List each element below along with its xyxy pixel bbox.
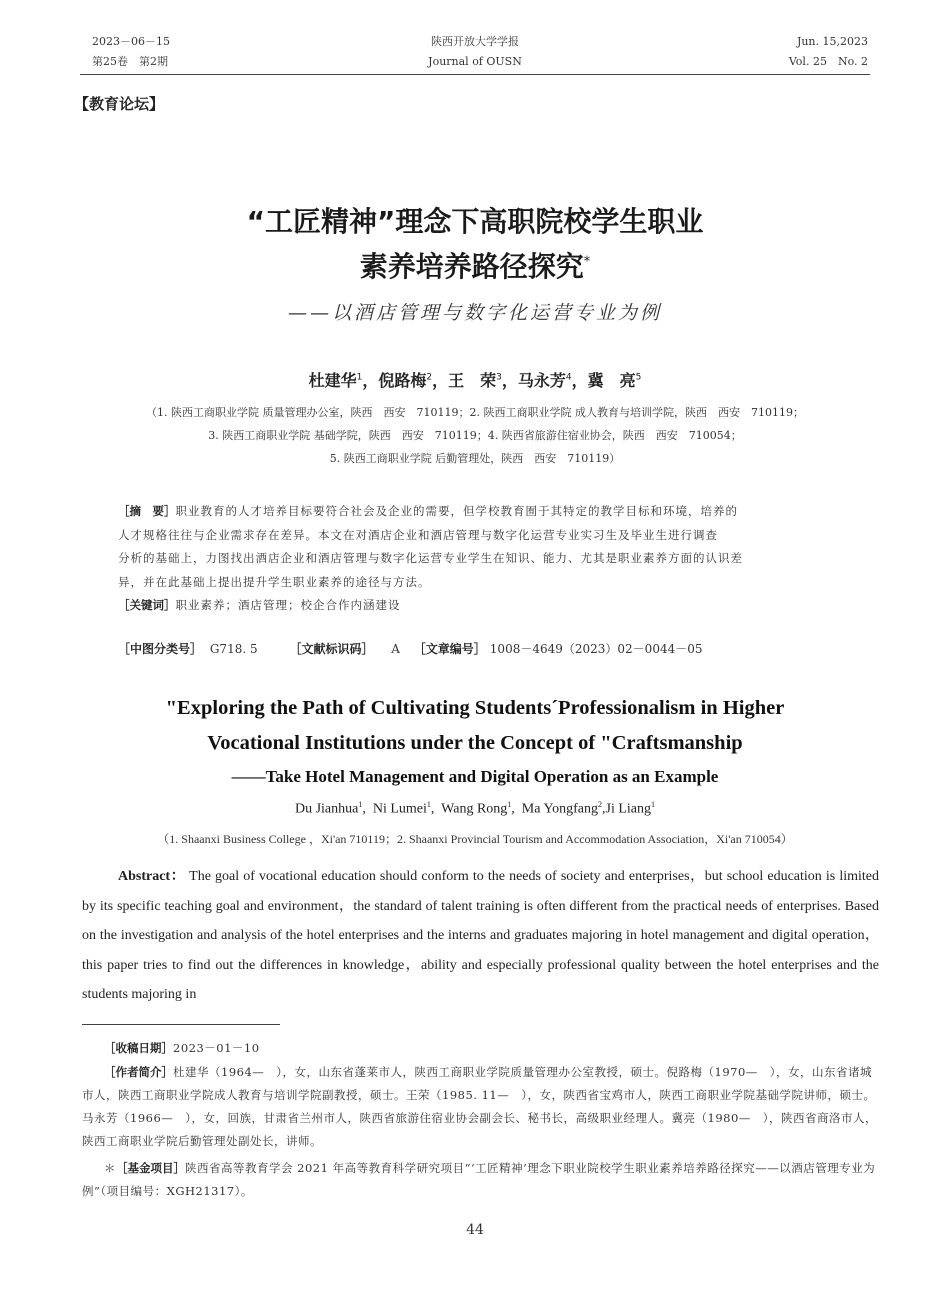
title-en-line2: Vocational Institutions under the Concept of "Craftsmanship [207,732,743,754]
article-no-value: 1008－4649（2023）02－0044－05 [489,642,703,656]
affiliation-en: （1. Shaanxi Business College ，Xi'an 710119；2. Shaanxi Provincial Tourism and Accommodation Association，Xi'an 710054） [157,832,793,846]
author-en: Ni Lumei [372,801,427,817]
bio-text: 杜建华（1964— ），女，山东省蓬莱市人，陕西工商职业学院质量管理办公室教授，硕士。倪路梅（1970— ），女，山东省诸城市人，陕西工商职业学院成人教育与培训学院副教授，硕士。王荣（1985. 11— ），女，陕西省宝鸡市人，陕西工商职业学院基础学院讲师，硕士。马永芳（1966— ），女，回族，甘肃省兰州市人，陕西省旅游住宿业协会副会长、秘书长，高级职业经理人。冀亮（1980— ），陕西省商洛市人，陕西工商职业学院后勤管理处副处长，讲师。 [82,1065,878,1148]
author-en: Wang Rong [441,801,508,817]
header-date-cn: 2023－06－15 [92,35,170,48]
section-tag: 【教育论坛】 [74,95,165,113]
footnote-bio [82,1061,879,1153]
abstract-cn-line: 分析的基础上，力图找出酒店企业和酒店管理与数字化运营专业学生在知识、能力、尤其是职业素养方面的认识差 [118,551,743,565]
footnote-received [104,1037,864,1060]
header-right [789,32,868,72]
author-cn-sup: 5 [635,372,642,383]
keywords-cn-label: ［关键词］ [118,598,176,612]
author-en: Ma Yongfang [521,801,599,817]
author-cn-sup: 4 [565,372,572,383]
author-cn: 马永芳 [517,371,566,390]
abstract-en-label: Abstract： [118,869,186,884]
author-cn: 杜建华 [308,371,357,390]
footnote-rule [82,1024,280,1025]
author-en: Ji Liang [605,801,652,817]
author-en-sup: 2 [598,800,603,809]
keywords-cn-text: 职业素养；酒店管理；校企合作内涵建设 [175,598,401,612]
doc-code-label: ［文献标识码］ [289,642,374,656]
fund-text: 陕西省高等教育学会 2021 年高等教育科学研究项目“‘工匠精神’理念下职业院校学生职业素养培养路径探究——以酒店管理专业为例”（项目编号：XGH21317）。 [82,1161,876,1198]
clc-label: ［中图分类号］ [118,642,203,656]
author-en: Du Jianhua [294,801,359,817]
title-cn-line1: “工匠精神”理念下高职院校学生职业 [246,205,704,238]
author-en-sup: 1 [358,800,363,809]
title-cn-line2-text: 素养培养路径探究 [359,250,584,283]
received-value: 2023－01－10 [173,1041,260,1055]
received-label: ［收稿日期］ [104,1041,173,1055]
abstract-cn-label: ［摘 要］ [118,504,176,518]
title-en-line1: "Exploring the Path of Cultivating Students´Professionalism in Higher [165,697,785,719]
abstract-cn-line: 异，并在此基础上提出提升学生职业素养的途径与方法。 [118,574,431,589]
abstract-cn-line: 人才规格往往与企业需求存在差异。本文在对酒店企业和酒店管理与数字化运营专业实习生及毕业生进行调查 [118,527,718,542]
affiliation-cn-line1: （1. 陕西工商职业学院 质量管理办公室，陕西 西安 710119；2. 陕西工商职业学院 成人教育与培训学院，陕西 西安 710119； [146,406,804,419]
fund-paragraph [82,1157,879,1203]
classification-row [118,640,707,657]
author-en-sup: 1 [651,800,656,809]
author-cn-sup: 3 [496,372,502,383]
page-number: 44 [466,1222,484,1238]
affiliation-cn-line2: 3. 陕西工商职业学院 基础学院，陕西 西安 710119；4. 陕西省旅游住宿业协会，陕西 西安 710054； [208,429,742,442]
clc-value: G718. 5 [209,642,258,656]
keywords-cn [118,594,860,618]
author-en-sup: 1 [426,800,431,809]
authors-cn: 杜建华$^1$，倪路梅$^2$，王 荣$^3$，马永芳$^4$，冀 亮$^5$ [308,371,642,390]
bio-paragraph [82,1061,879,1153]
header-rule [80,74,870,75]
author-cn: 王 荣 [448,371,497,390]
header-date-en: Jun. 15,2023 [796,35,868,48]
header-journal-cn: 陕西开放大学学报 [431,35,519,48]
header-volume-cn: 第25卷 第2期 [92,55,168,68]
author-cn: 倪路梅 [378,371,427,390]
abstract-cn-line [118,500,860,524]
title-cn-fund-mark: * [583,254,591,270]
title-cn-line2 [0,245,950,285]
authors-en: Du Jianhua$^1$, Ni Lumei$^1$, Wang Rong$^1$, Ma Yongfang$^2$,Ji Liang$^1$ [294,800,656,817]
header-volume-en: Vol. 25 No. 2 [788,55,868,68]
author-cn-sup: 1 [356,372,363,383]
subtitle-cn: ——以酒店管理与数字化运营专业为例 [287,302,662,324]
author-cn-sup: 2 [426,372,433,383]
footnote-fund [82,1157,879,1203]
fund-label: ［基金项目］ [116,1161,185,1175]
abstract-en-paragraph [82,862,879,1010]
abstract-cn-text: 职业教育的人才培养目标要符合社会及企业的需要，但学校教育囿于其特定的教学目标和环境，培养的 [175,504,738,518]
doc-code-value: A [391,642,400,656]
abstract-cn [118,500,860,618]
fund-mark: ＊ [104,1161,116,1175]
subtitle-en: ——Take Hotel Management and Digital Operation as an Example [231,767,719,786]
author-en-sup: 1 [507,800,512,809]
bio-label: ［作者简介］ [104,1065,173,1079]
article-no-label: ［文章编号］ [413,642,486,656]
author-cn: 冀 亮 [587,371,636,390]
header-journal-en: Journal of OUSN [428,55,522,68]
abstract-en-text: The goal of vocational education should conform to the needs of society and enterprises，but school education is limited by its specific teaching goal and environment，the standard of talent training is often different from the practical needs of enterprises. Based on the investigation and analysis of the hotel enterprises and the interns and graduates majoring in hotel management and digital operation，this paper tries to find out the differences in knowledge，ability and especially professional quality between the hotel enterprises and the students majoring in [82,869,879,1002]
abstract-en [82,862,879,1010]
affiliation-cn-line3: 5. 陕西工商职业学院 后勤管理处，陕西 西安 710119） [329,452,621,465]
